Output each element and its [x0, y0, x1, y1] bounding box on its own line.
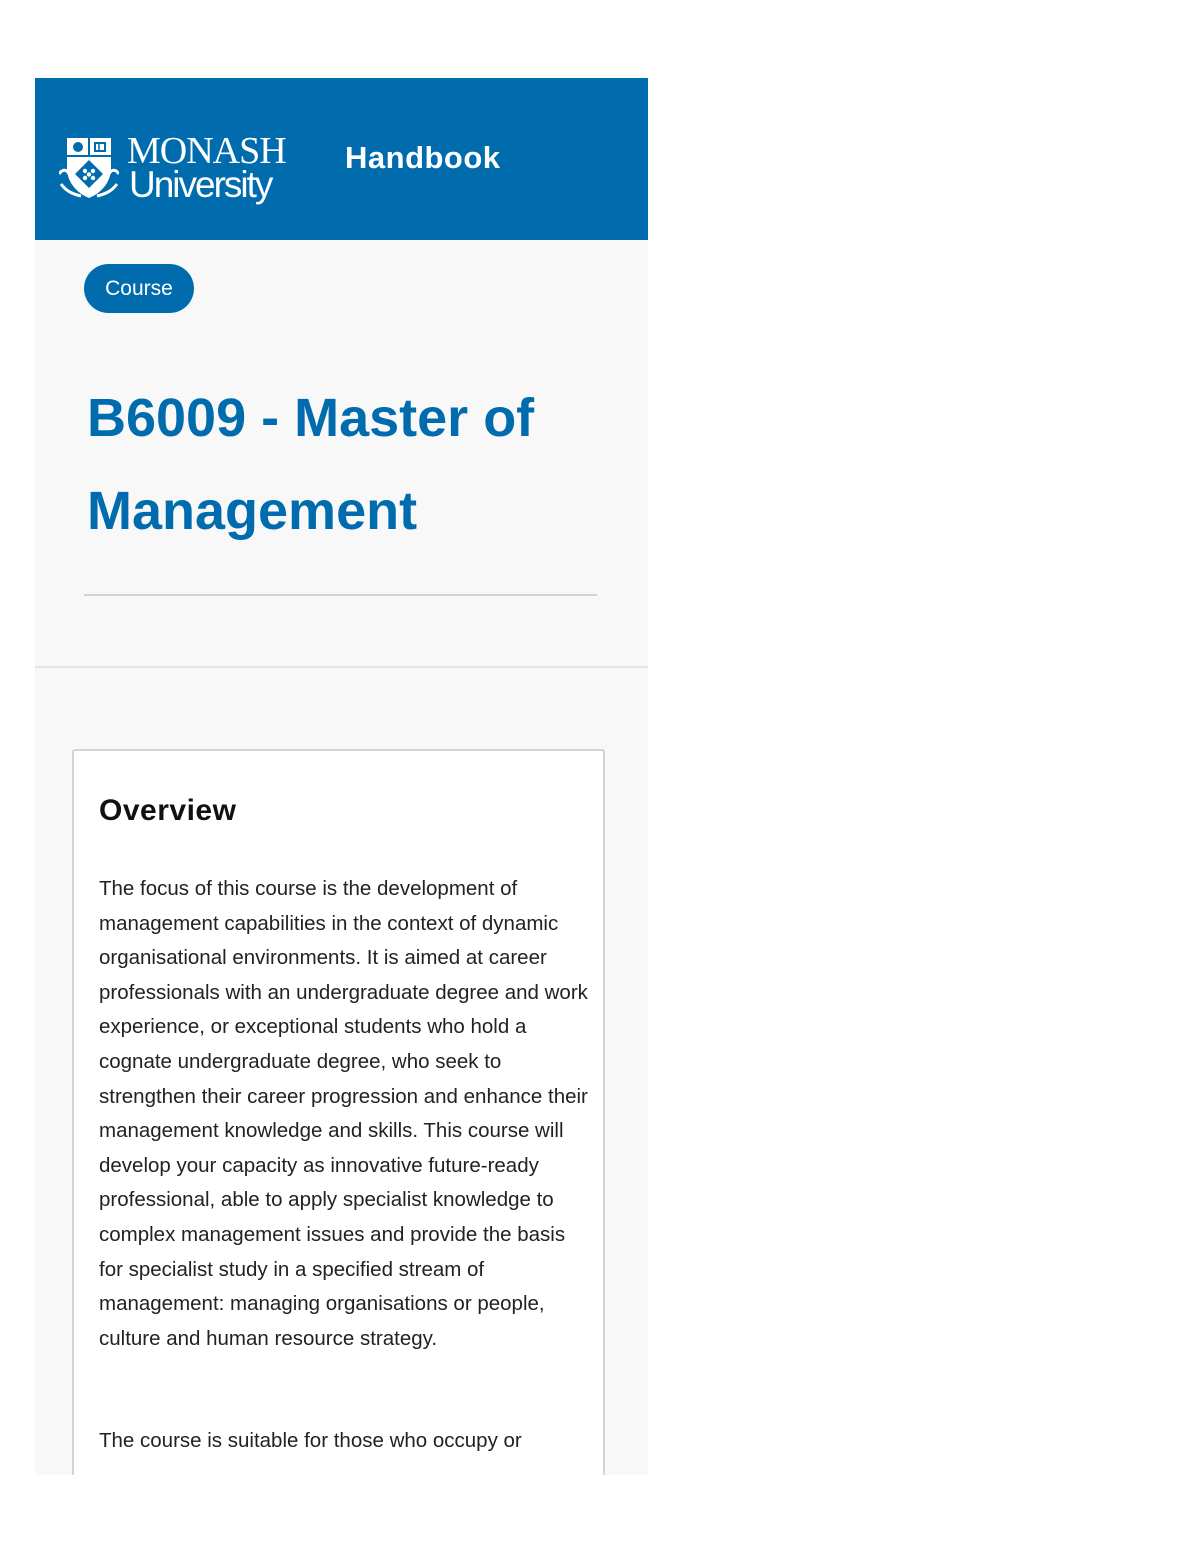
- overview-card: [72, 749, 605, 1475]
- overview-paragraph: The focus of this course is the development of management capabilities in the context of dynamic organisational environments. It is aimed at career professionals with an undergraduate degree and work experience, or exceptional students who hold a cognate undergraduate degree, who seek to strengthen their career progression and enhance their management knowledge and skills. This course will develop your capacity as innovative future-ready professional, able to apply specialist knowledge to complex management issues and provide the basis for specialist study in a specified stream of management: managing organisations or people, culture and human resource strategy.: [99, 877, 588, 1350]
- course-type-badge: Course: [84, 264, 194, 313]
- monash-university-logo[interactable]: [59, 130, 299, 206]
- logo-wordmark-monash: MONASH: [127, 130, 286, 172]
- monash-crest-icon: [59, 134, 119, 202]
- title-divider: [84, 594, 597, 596]
- page-title: B6009 - Master of Management: [87, 388, 535, 541]
- site-header: [35, 78, 648, 240]
- handbook-page: [35, 78, 648, 1475]
- overview-heading: Overview: [99, 794, 237, 827]
- section-divider: [35, 666, 648, 668]
- overview-paragraph: The course is suitable for those who occupy or: [99, 1429, 522, 1452]
- handbook-link[interactable]: Handbook: [345, 140, 501, 175]
- logo-wordmark-university: University: [129, 164, 272, 205]
